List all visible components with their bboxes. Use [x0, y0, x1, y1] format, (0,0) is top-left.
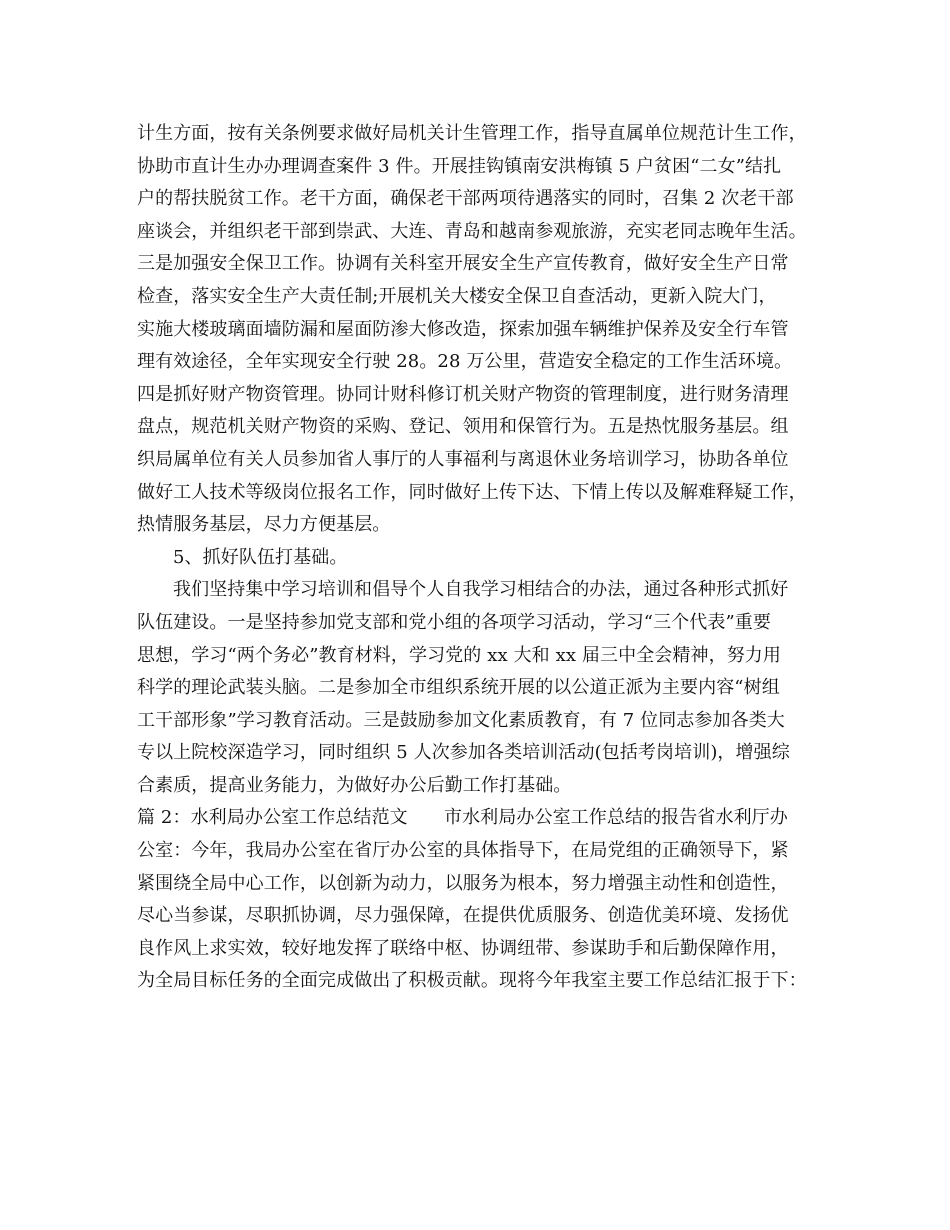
text-line: 织局属单位有关人员参加省人事厅的人事福利与离退休业务培训学习，协助各单位	[137, 448, 789, 470]
text-line: 工干部形象”学习教育活动。三是鼓励参加文化素质教育，有 7 位同志参加各类大	[137, 709, 785, 731]
text-line: 我们坚持集中学习培训和倡导个人自我学习相结合的办法，通过各种形式抓好	[173, 579, 789, 601]
text-line: 检查，落实安全生产大责任制;开展机关大楼安全保卫自查活动，更新入院大门，	[137, 285, 777, 307]
text-line: 公室：今年，我局办公室在省厅办公室的具体指导下，在局党组的正确领导下，紧	[137, 840, 789, 862]
text-line: 紧围绕全局中心工作，以创新为动力，以服务为根本，努力增强主动性和创造性，	[137, 872, 789, 894]
text-line: 座谈会，并组织老干部到崇武、大连、青岛和越南参观旅游，充实老同志晚年生活。	[137, 220, 807, 242]
text-line: 理有效途径，全年实现安全行驶 28。28 万公里，营造安全稳定的工作生活环境。	[137, 351, 793, 373]
text-line: 队伍建设。一是坚持参加党支部和党小组的各项学习活动，学习“三个代表”重要	[137, 611, 772, 633]
text-line: 热情服务基层，尽力方便基层。	[137, 514, 391, 536]
article-title-line: 篇 2：水利局办公室工作总结范文 市水利局办公室工作总结的报告省水利厅办	[137, 807, 788, 829]
text-line: 思想，学习“两个务必”教育材料，学习党的 xx 大和 xx 届三中全会精神，努力用	[137, 644, 781, 666]
text-line: 良作风上求实效，较好地发挥了联络中枢、协调纽带、参谋助手和后勤保障作用，	[137, 937, 789, 959]
text-line: 合素质，提高业务能力，为做好办公后勤工作打基础。	[137, 774, 572, 796]
text-line: 盘点，规范机关财产物资的采购、登记、领用和保管行为。五是热忱服务基层。组	[137, 416, 789, 438]
text-line: 做好工人技术等级岗位报名工作，同时做好上传下达、下情上传以及解难释疑工作，	[137, 481, 807, 503]
text-line: 为全局目标任务的全面完成做出了积极贡献。现将今年我室主要工作总结汇报于下：	[137, 970, 807, 992]
text-line: 计生方面，按有关条例要求做好局机关计生管理工作，指导直属单位规范计生工作，	[137, 123, 807, 144]
text-line: 科学的理论武装头脑。二是参加全市组织系统开展的以公道正派为主要内容“树组	[137, 677, 780, 699]
text-line: 户的帮扶脱贫工作。老干方面，确保老干部两项待遇落实的同时，召集 2 次老干部	[137, 188, 794, 210]
document-body	[137, 118, 837, 998]
text-line: 三是加强安全保卫工作。协调有关科室开展安全生产宣传教育，做好安全生产日常	[137, 253, 789, 275]
section-heading: 5、抓好队伍打基础。	[173, 546, 348, 568]
text-line: 实施大楼玻璃面墙防漏和屋面防渗大修改造，探索加强车辆维护保养及安全行车管	[137, 318, 789, 340]
text-line: 专以上院校深造学习，同时组织 5 人次参加各类培训活动(包括考岗培训)，增强综	[137, 742, 790, 764]
text-line: 四是抓好财产物资管理。协同计财科修订机关财产物资的管理制度，进行财务清理	[137, 383, 789, 405]
text-line: 协助市直计生办办理调查案件 3 件。开展挂钩镇南安洪梅镇 5 户贫困“二女”结扎	[137, 155, 782, 177]
text-line: 尽心当参谋，尽职抓协调，尽力强保障，在提供优质服务、创造优美环境、发扬优	[137, 905, 789, 927]
